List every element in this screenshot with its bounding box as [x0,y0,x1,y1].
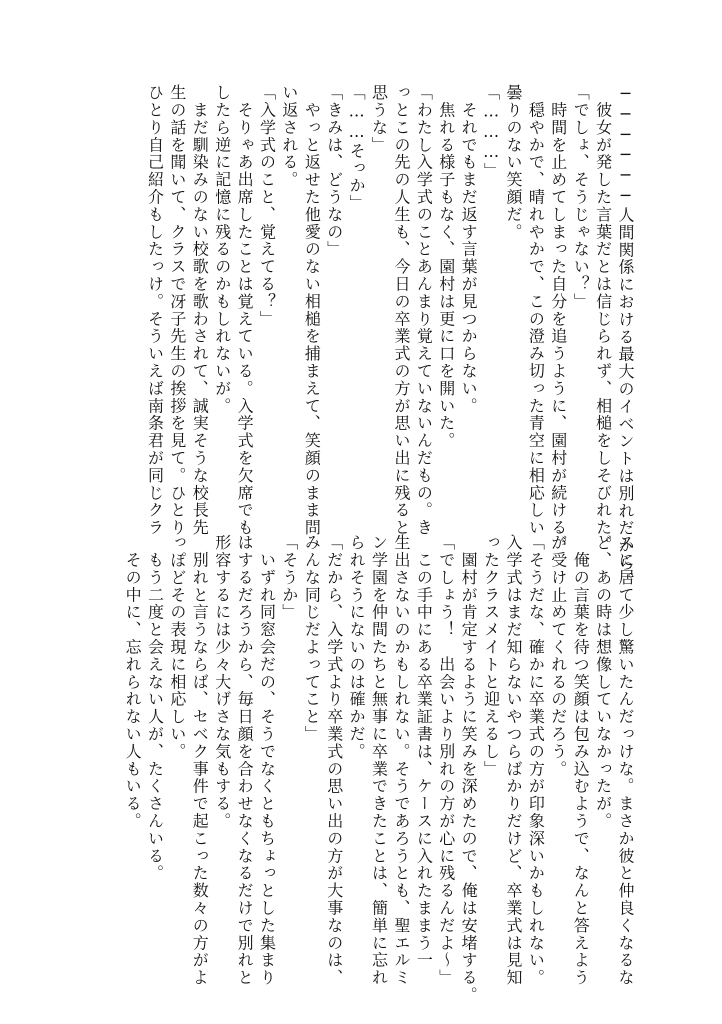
text-line: ン学園を仲間たちと無事に卒業できたことは、簡単に忘れ [369,534,389,987]
text-line: 「でしょ、そうじゃない？」 [571,84,591,311]
text-line: その中に、忘れられない人もいる。 [123,534,143,830]
text-line: 「入学式のこと、覚えてる？」 [257,84,277,328]
text-line: 彼女が発した言葉だとは信じられず、相槌をしそびれた。 [593,84,613,554]
text-line: 園村が肯定するように笑みを深めたので、俺は安堵する。 [459,534,479,1004]
text-line: 焦れる様子もなく、園村は更に口を開いた。 [436,84,456,450]
text-line: はするだろうから、毎日顔を合わせなくなるだけで別れと [235,534,255,987]
text-line: この手中にある卒業証書は、ケースに入れたままう一 [414,534,434,969]
text-line: 「そうだな、確かに卒業式の方が印象深いかもしれない。 [526,534,546,987]
text-line: 曇りのない笑顔だ。 [503,84,523,241]
text-line: 「そうか」 [279,534,299,621]
text-line: もう二度と会えない人が、たくさんいる。 [145,534,165,882]
text-line: ったクラスメイトと迎えるし」 [481,534,501,778]
text-line: ひとり自己紹介もしたっけ。そういえば南条君が同じクラ [145,84,165,537]
text-line: 入学式はまだ知らないやつらばかりだけど、卒業式は見知 [503,534,523,987]
text-line: 時間を止めてしまった自分を追うように、園村が続ける。 [548,84,568,554]
text-line: 生の話を聞いて、クラスで冴子先生の挨拶を見て。ひとり [167,84,187,537]
text-line: 別れと言うならば、セベク事件で起こった数々の方がよ [190,534,210,987]
text-line: 「でしょう！ 出会いより別れの方が心に残るんだよ〜」 [436,534,456,987]
text-line: 「きみは、どうなの」 [324,84,344,258]
text-line: 「………」 [481,84,501,180]
text-line: 「わたし入学式のことあんまり覚えていないんだもの。き [414,84,434,537]
text-line: っとこの先の人生も、今日の卒業式の方が思い出に残ると [391,84,411,537]
text-line: られそうにないのは確かだ。 [347,534,367,761]
text-line: 「……そっか」 [347,84,367,212]
text-line: 思うな」 [369,84,389,154]
text-line: ど、あの時は想像していなかったが。 [593,534,613,830]
text-line: が受け止めてくれるのだろう。 [548,534,568,778]
text-line: そりゃあ出席したことは覚えている。入学式を欠席でも [235,84,255,537]
text-line: したら逆に記憶に残るのかもしれないが。 [212,84,232,415]
text-line: みんな同じだよってこと」 [302,534,322,743]
text-line: それでもまだ返す言葉が見つからない。 [459,84,479,415]
text-line: 俺の言葉を待つ笑顔は包み込むようで、なんと答えよう [571,534,591,987]
text-line: 「だから、入学式より卒業式の思い出の方が大事なのは、 [324,534,344,987]
text-line: い返される。 [279,84,299,189]
text-line: 生出さないのかもしれない。そうであろうとも、聖エルミ [391,534,411,987]
text-line: 穏やかで、晴れやかで、この澄み切った青空に相応しい [526,84,546,537]
text-line: いずれ同窓会だの、そうでなくともちょっとした集まり [257,534,277,987]
text-line: やっと返せた他愛のない相槌を捕まえて、笑顔のまま問 [302,84,322,537]
text-line: 形容するには少々大げさな気もする。 [212,534,232,830]
lower-text-block [121,534,636,1004]
text-line: ──────人間関係における最大のイベントは別れだから。 [616,84,635,590]
text-line: スに居て少し驚いたんだっけな。まさか彼と仲良くなるな [616,534,635,987]
text-line: っぽどその表現に相応しい。 [167,534,187,761]
text-line: まだ馴染みのない校歌を歌わされて、誠実そうな校長先 [190,84,210,537]
